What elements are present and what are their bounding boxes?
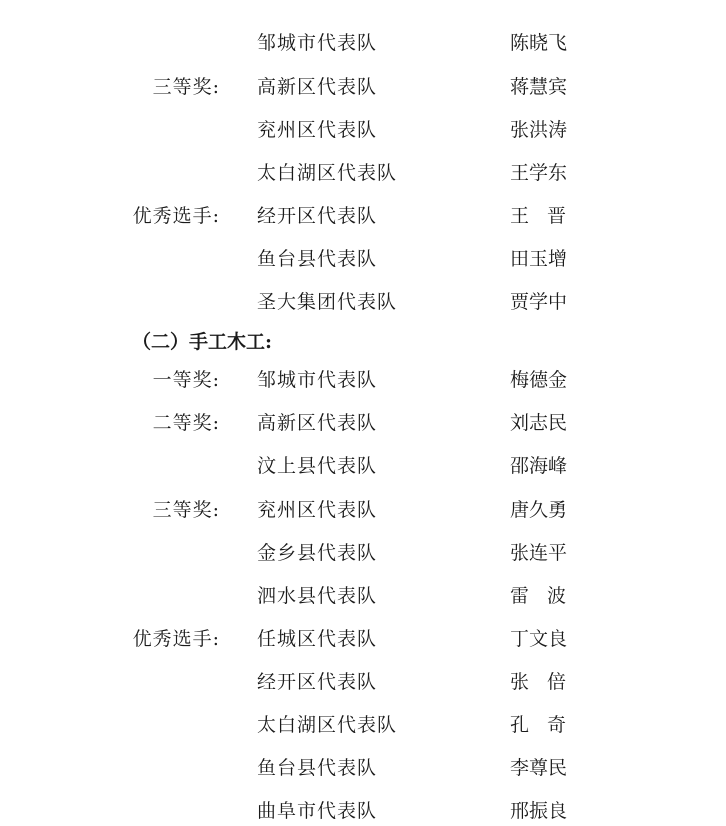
player-name: 刘志民 <box>510 412 568 434</box>
award-level: 优秀选手: <box>132 205 220 227</box>
team-name: 曲阜市代表队 <box>257 800 378 822</box>
player-name: 蒋慧宾 <box>510 76 568 98</box>
list-row <box>0 244 726 274</box>
team-name: 邹城市代表队 <box>257 32 378 54</box>
player-name: 孔 奇 <box>510 714 566 736</box>
team-name: 任城区代表队 <box>257 628 378 650</box>
team-name: 高新区代表队 <box>257 76 378 98</box>
team-name: 经开区代表队 <box>257 671 378 693</box>
list-row <box>0 451 726 481</box>
team-name: 兖州区代表队 <box>257 499 378 521</box>
player-name: 陈晓飞 <box>510 32 568 54</box>
list-row <box>0 624 726 654</box>
team-name: 圣大集团代表队 <box>257 291 398 313</box>
list-row <box>0 201 726 231</box>
player-name: 邢振良 <box>510 800 568 822</box>
team-name: 太白湖区代表队 <box>257 162 398 184</box>
player-name: 张洪涛 <box>510 119 568 141</box>
list-row <box>0 408 726 438</box>
list-row <box>0 753 726 783</box>
list-row <box>0 115 726 145</box>
award-level: 三等奖: <box>152 499 220 521</box>
award-level: 三等奖: <box>152 76 220 98</box>
team-name: 太白湖区代表队 <box>257 714 398 736</box>
player-name: 王 晋 <box>510 205 566 227</box>
section-heading: （二）手工木工: <box>132 331 273 353</box>
team-name: 经开区代表队 <box>257 205 378 227</box>
list-row <box>0 158 726 188</box>
team-name: 兖州区代表队 <box>257 119 378 141</box>
player-name: 邵海峰 <box>510 455 568 477</box>
list-row <box>0 495 726 525</box>
player-name: 张 倍 <box>510 671 566 693</box>
player-name: 唐久勇 <box>510 499 568 521</box>
player-name: 张连平 <box>510 542 568 564</box>
team-name: 鱼台县代表队 <box>257 248 378 270</box>
team-name: 泗水县代表队 <box>257 585 378 607</box>
award-level: 一等奖: <box>152 369 220 391</box>
team-name: 高新区代表队 <box>257 412 378 434</box>
player-name: 田玉增 <box>510 248 568 270</box>
list-row <box>0 710 726 740</box>
list-row <box>0 667 726 697</box>
player-name: 丁文良 <box>510 628 568 650</box>
player-name: 李尊民 <box>510 757 568 779</box>
player-name: 梅德金 <box>510 369 568 391</box>
team-name: 汶上县代表队 <box>257 455 378 477</box>
player-name: 贾学中 <box>510 291 568 313</box>
team-name: 鱼台县代表队 <box>257 757 378 779</box>
list-row <box>0 538 726 568</box>
list-row <box>0 796 726 826</box>
list-row <box>0 365 726 395</box>
player-name: 王学东 <box>510 162 568 184</box>
team-name: 金乡县代表队 <box>257 542 378 564</box>
list-row <box>0 28 726 58</box>
player-name: 雷 波 <box>510 585 566 607</box>
award-level: 优秀选手: <box>132 628 220 650</box>
list-row <box>0 72 726 102</box>
list-row <box>0 581 726 611</box>
team-name: 邹城市代表队 <box>257 369 378 391</box>
list-row <box>0 287 726 317</box>
award-level: 二等奖: <box>152 412 220 434</box>
